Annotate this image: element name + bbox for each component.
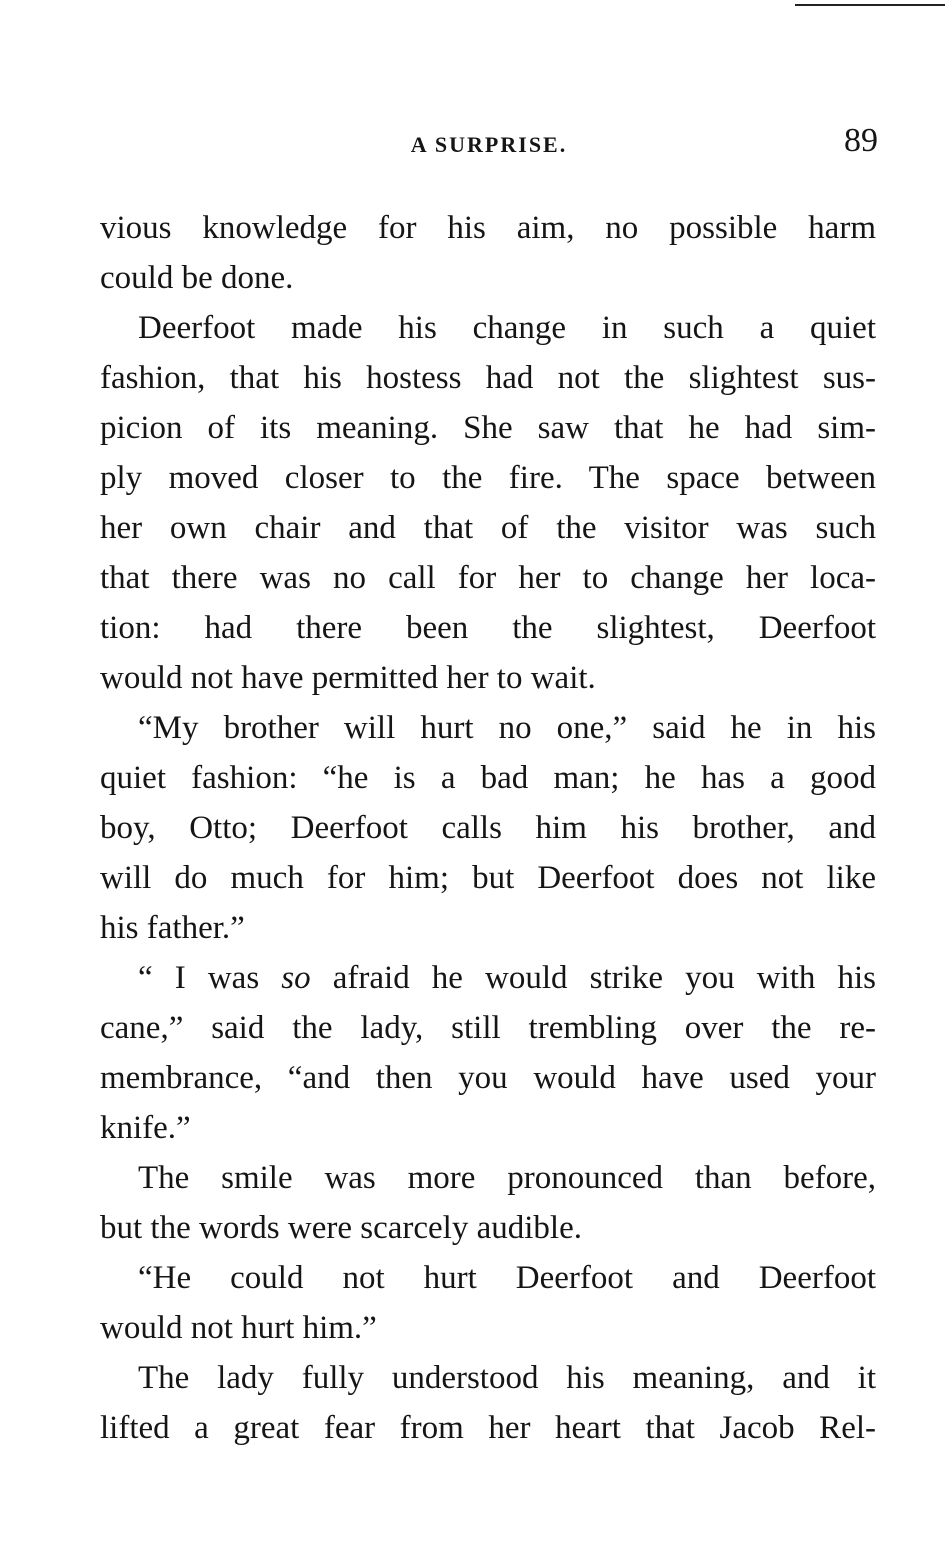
text-line: membrance, “and then you would have used your	[100, 1060, 876, 1096]
text-line: knife.”	[100, 1110, 191, 1146]
text-line: could be done.	[100, 260, 294, 296]
text-line: cane,” said the lady, still trembling over the re-	[100, 1010, 876, 1046]
top-edge-rule	[795, 4, 945, 6]
text-line: tion: had there been the slightest, Deerfoot	[100, 610, 876, 646]
body-text	[100, 203, 876, 1453]
page-number: 89	[844, 122, 878, 159]
text-line: picion of its meaning. She saw that he had sim-	[100, 410, 876, 446]
text-line: The lady fully understood his meaning, and it	[138, 1360, 876, 1396]
text-line: would not have permitted her to wait.	[100, 660, 596, 696]
text-line: “He could not hurt Deerfoot and Deerfoot	[138, 1260, 876, 1296]
text-line: ply moved closer to the fire. The space between	[100, 460, 876, 496]
text-line: fashion, that his hostess had not the slightest sus-	[100, 360, 876, 396]
text-line: vious knowledge for his aim, no possible harm	[100, 210, 876, 246]
text-line	[100, 953, 876, 1003]
text-segment: afraid he would strike you with his	[310, 960, 876, 996]
text-line: her own chair and that of the visitor was such	[100, 510, 876, 546]
text-segment: “ I was	[138, 960, 282, 996]
running-head: A SURPRISE.	[410, 132, 568, 157]
text-line: will do much for him; but Deerfoot does not like	[100, 860, 876, 896]
text-line: his father.”	[100, 910, 245, 946]
text-line: lifted a great fear from her heart that Jacob Rel-	[100, 1410, 876, 1446]
text-line: quiet fashion: “he is a bad man; he has a good	[100, 760, 876, 796]
text-line: boy, Otto; Deerfoot calls him his brother, and	[100, 810, 876, 846]
text-line: Deerfoot made his change in such a quiet	[138, 310, 876, 346]
text-line: “My brother will hurt no one,” said he in his	[138, 710, 876, 746]
text-line: The smile was more pronounced than before,	[138, 1160, 876, 1196]
page-header	[100, 120, 878, 168]
text-line: but the words were scarcely audible.	[100, 1210, 582, 1246]
text-line: would not hurt him.”	[100, 1310, 377, 1346]
emphasis-word: so	[281, 960, 311, 996]
text-line: that there was no call for her to change her loca-	[100, 560, 876, 596]
